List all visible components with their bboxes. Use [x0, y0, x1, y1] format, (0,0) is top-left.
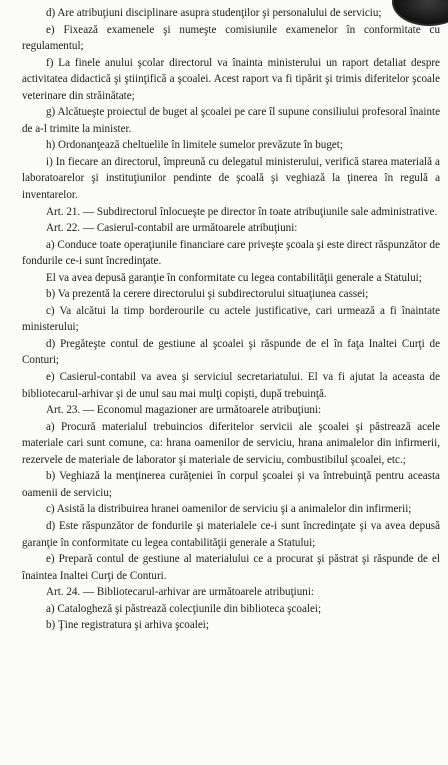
paragraph: f) La finele anului şcolar directorul va înainta ministerului un raport detaliat despre activitatea didactică şi ştiinţifică a şcoalei. Acest raport va fi tipărit şi trimis diferitelor şcoale veterinare din străinătate;: [22, 56, 440, 102]
paragraph: El va avea depusă garanţie în conformitate cu legea contabilităţii generale a Statului;: [46, 271, 422, 284]
paragraph: d) Are atribuţiuni disciplinare asupra studenţilor şi personalului de serviciu;: [46, 7, 382, 19]
paragraph: g) Alcătueşte proiectul de buget al şcoalei pe care îl supune consiliului profesoral înainte de a-l trimite la minister.: [22, 106, 440, 135]
paragraph: e) Prepară contul de gestiune al materialului ce a procurat şi păstrat şi răspunde de el înaintea Inaltei Curţi de Conturi.: [22, 553, 440, 582]
article-heading: Art. 23. — Economul magazioner are următoarele atribuţiuni:: [46, 404, 322, 417]
paragraph: c) Va alcătui la timp borderourile cu actele justificative, cari urmează a fi înaintate ministerului;: [22, 304, 440, 334]
paragraph: b) Va prezentă la cerere directorului şi subdirectorului situaţiunea cassei;: [46, 288, 369, 301]
paragraph: a) Conduce toate operaţiunile financiare care priveşte şcoala şi este direct răspunzător de fondurile ce-i sunt încredinţate.: [22, 238, 440, 268]
article-heading: Art. 24. — Bibliotecarul-arhivar are următoarele atribuţiuni:: [46, 586, 314, 599]
paragraph: a) Procură materialul trebuincios diferitelor servicii ale şcoalei şi păstrează acele materiale cari sunt comune, ca: hrana oamenilor de serviciu, hrana animalelor din infirmerii, rezervele de materiale de laborator şi materiale de serviciu, combustibilul şcoalei, etc.;: [22, 420, 440, 466]
paragraph: e) Casierul-contabil va avea şi serviciul secretariatului. El va fi ajutat la aceasta de bibliotecarul-arhivar şi de unul sau mai mulţi copişti, după trebuinţă.: [22, 371, 440, 400]
paragraph: e) Fixează examenele şi numeşte comisiunile examenelor în conformitate cu regulamentul;: [22, 23, 440, 53]
article-heading: Art. 21. — Subdirectorul înlocueşte pe director în toate atribuţiunile sale administrative.: [46, 205, 438, 218]
paragraph: d) Este răspunzător de fondurile şi materialele ce-i sunt încredinţate şi va avea depusă garanţie în conformitate cu legea contabilităţii generale a Statului;: [22, 519, 440, 549]
paragraph: b) Veghiază la menţinerea curăţeniei în corpul şcoalei şi va întrebuinţă pentru aceasta oamenii de serviciu;: [22, 470, 440, 499]
document-body: [22, 5, 440, 634]
paragraph: i) In fiecare an directorul, împreună cu delegatul ministerului, verifică starea materială a laboratoarelor şi instituţiunilor pendinte de şcoală şi veghiază la ţinerea în regulă a inventarelor.: [22, 155, 440, 202]
article-heading: Art. 22. — Casierul-contabil are următoarele atribuţiuni:: [46, 222, 298, 235]
paragraph: h) Ordonanţează cheltuelile în limitele sumelor prevăzute în buget;: [46, 139, 343, 152]
paragraph: c) Asistă la distribuirea hranei oamenilor de serviciu şi a animalelor din infirmerii;: [46, 503, 412, 516]
paragraph: a) Catalogheză şi păstrează colecţiunile din biblioteca şcoalei;: [46, 602, 322, 615]
paragraph: d) Pregăteşte contul de gestiune al şcoalei şi răspunde de el în faţa Inaltei Curţi de Conturi;: [22, 337, 440, 367]
paragraph: b) Ţine registratura şi arhiva şcoalei;: [46, 619, 209, 632]
